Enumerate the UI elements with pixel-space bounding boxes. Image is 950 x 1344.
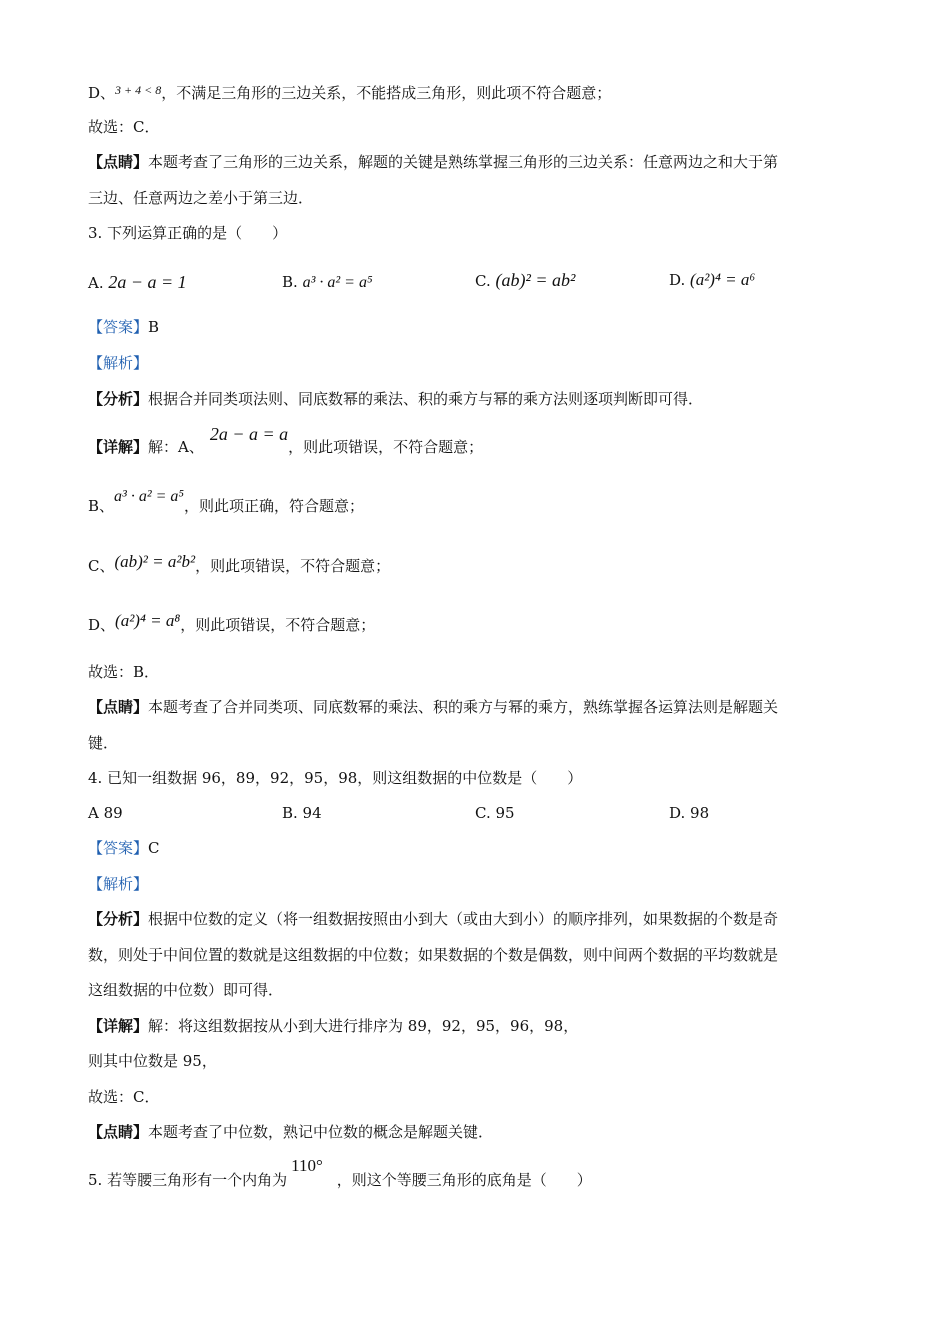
- q4-analysis-tag: 【解析】: [88, 875, 149, 893]
- q4-option-a: A 89: [88, 804, 123, 822]
- q3-option-d: D. (a²)⁴ = a⁶: [669, 270, 756, 289]
- q3-tip-line2: 键．: [88, 734, 119, 752]
- q3-detail-c: C、(ab)² = a²b²，则此项错误，不符合题意；: [88, 552, 391, 575]
- q2-option-d-detail: D、$^{3 + 4 < 8}$，不满足三角形的三边关系，不能搭成三角形，则此项不符合题意；: [88, 83, 612, 102]
- q2-d-math: 3 + 4 < 8: [115, 83, 162, 97]
- q4-option-c: C. 95: [475, 804, 515, 822]
- q3-tip-line1: 【点睛】本题考查了合并同类项、同底数幂的乘法、积的乘方与幂的乘方，熟练掌握各运算法则是解题关: [88, 698, 779, 716]
- q4-answer: 【答案】C: [88, 839, 160, 857]
- q2-choice: 故选：C．: [88, 118, 160, 136]
- q4-detail-line2: 则其中位数是 95，: [88, 1052, 217, 1070]
- q4-choice: 故选：C．: [88, 1088, 160, 1106]
- q2-tip-line1: 【点睛】本题考查了三角形的三边关系，解题的关键是熟练掌握三角形的三边关系：任意两边之和大于第: [88, 153, 779, 171]
- q4-option-b: B. 94: [282, 804, 322, 822]
- q3-option-a: A. 2a − a = 1: [88, 272, 187, 292]
- q3-choice: 故选：B．: [88, 663, 160, 681]
- q4-fenxi-line2: 数，则处于中间位置的数就是这组数据的中位数；如果数据的个数是偶数，则中间两个数据的平均数就是: [88, 946, 779, 964]
- q3-answer: 【答案】B: [88, 318, 160, 336]
- q5-stem: 5. 若等腰三角形有一个内角为110°，则这个等腰三角形的底角是（ ）: [88, 1156, 592, 1189]
- q3-analysis-tag: 【解析】: [88, 354, 149, 372]
- q3-option-b: B. a³ · a² = a⁵: [282, 273, 373, 291]
- q3-stem: 3. 下列运算正确的是（ ）: [88, 224, 288, 242]
- q3-detail-d: D、(a²)⁴ = a⁸，则此项错误，不符合题意；: [88, 611, 376, 634]
- q3-detail-a: 【详解】解：A、2a − a = a，则此项错误，不符合题意；: [88, 424, 484, 456]
- q3-option-c: C. (ab)² = ab²: [475, 270, 576, 290]
- q4-detail-line1: 【详解】解：将这组数据按从小到大进行排序为 89，92，95，96，98，: [88, 1017, 579, 1035]
- q3-detail-b: B、a³ · a² = a⁵，则此项正确，符合题意；: [88, 488, 364, 515]
- q4-option-d: D. 98: [669, 804, 710, 822]
- q4-stem: 4. 已知一组数据 96，89，92，95，98，则这组数据的中位数是（ ）: [88, 769, 583, 787]
- q2-tip-line2: 三边、任意两边之差小于第三边．: [88, 189, 314, 207]
- q4-tip: 【点睛】本题考查了中位数，熟记中位数的概念是解题关键．: [88, 1123, 494, 1141]
- q4-fenxi-line1: 【分析】根据中位数的定义（将一组数据按照由小到大（或由大到小）的顺序排列，如果数据的个数是奇: [88, 910, 779, 928]
- q4-fenxi-line3: 这组数据的中位数）即可得．: [88, 981, 284, 999]
- q3-fenxi: 【分析】根据合并同类项法则、同底数幂的乘法、积的乘方与幂的乘方法则逐项判断即可得．: [88, 390, 704, 408]
